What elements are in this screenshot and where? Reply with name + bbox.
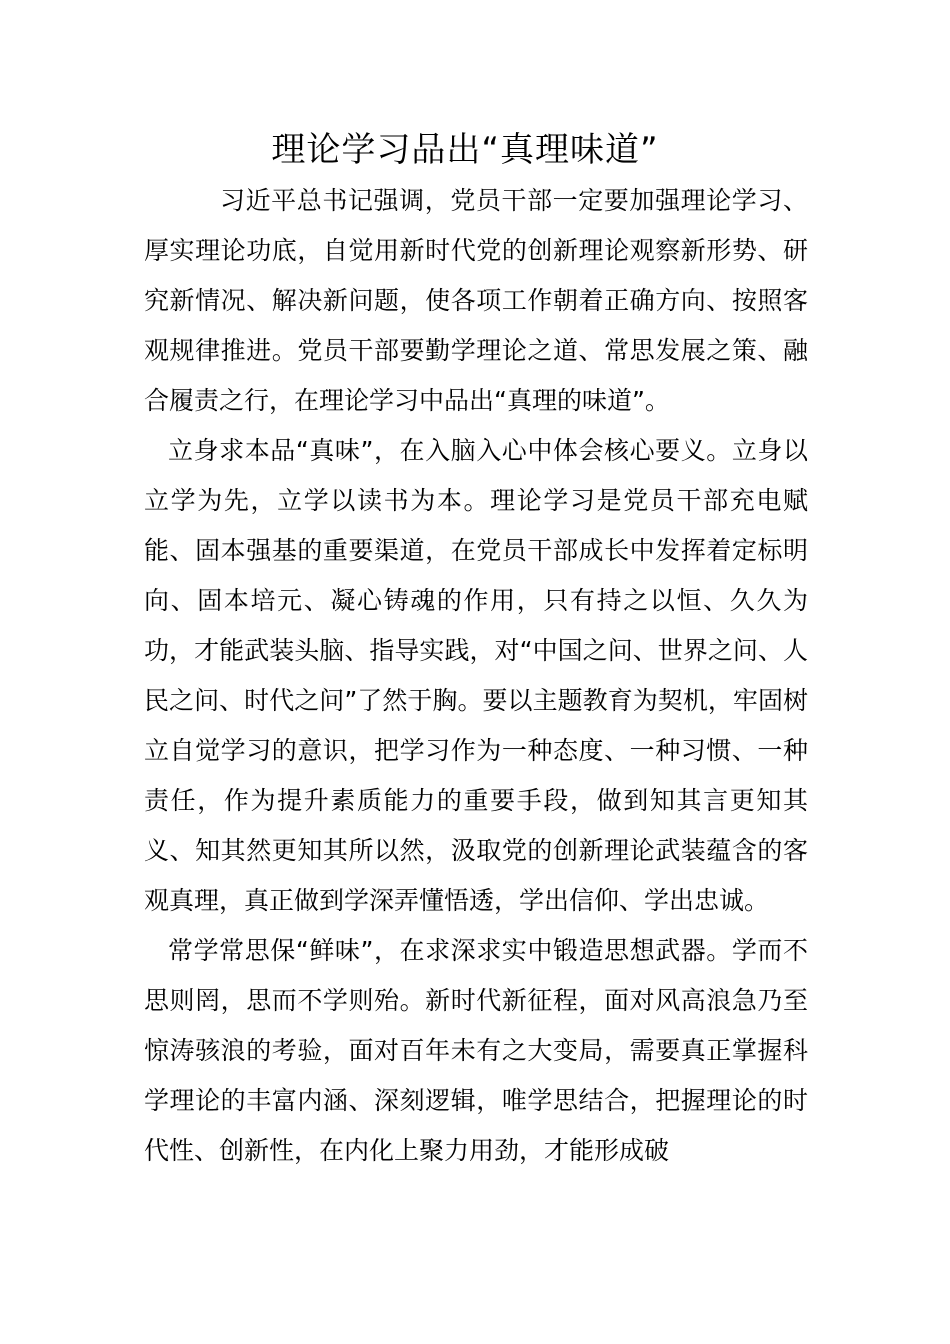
document-body bbox=[144, 176, 808, 1176]
paragraph-section-2: 常学常思保“鲜味”，在求深求实中锻造思想武器。学而不思则罔，思而不学则殆。新时代新征程，面对风高浪急乃至惊涛骇浪的考验，面对百年未有之大变局，需要真正掌握科学理论的丰富内涵、深刻逻辑，唯学思结合，把握理论的时代性、创新性，在内化上聚力用劲，才能形成破 bbox=[144, 936, 808, 1165]
paragraph-section-1: 立身求本品“真味”，在入脑入心中体会核心要义。立身以立学为先，立学以读书为本。理论学习是党员干部充电赋能、固本强基的重要渠道，在党员干部成长中发挥着定标明向、固本培元、凝心铸魂的作用，只有持之以恒、久久为功，才能武装头脑、指导实践，对“中国之问、世界之问、人民之问、时代之问”了然于胸。要以主题教育为契机，牢固树立自觉学习的意识，把学习作为一种态度、一种习惯、一种责任，作为提升素质能力的重要手段，做到知其言更知其义、知其然更知其所以然，汲取党的创新理论武装蕴含的客观真理，真正做到学深弄懂悟透，学出信仰、学出忠诚。 bbox=[144, 436, 808, 915]
paragraph-intro: 习近平总书记强调，党员干部一定要加强理论学习、厚实理论功底，自觉用新时代党的创新理论观察新形势、研究新情况、解决新问题，使各项工作朝着正确方向、按照客观规律推进。党员干部要勤学理论之道、常思发展之策、融合履责之行，在理论学习中品出“真理的味道”。 bbox=[144, 186, 808, 415]
document-title: 理论学习品出“真理味道” bbox=[271, 130, 659, 170]
